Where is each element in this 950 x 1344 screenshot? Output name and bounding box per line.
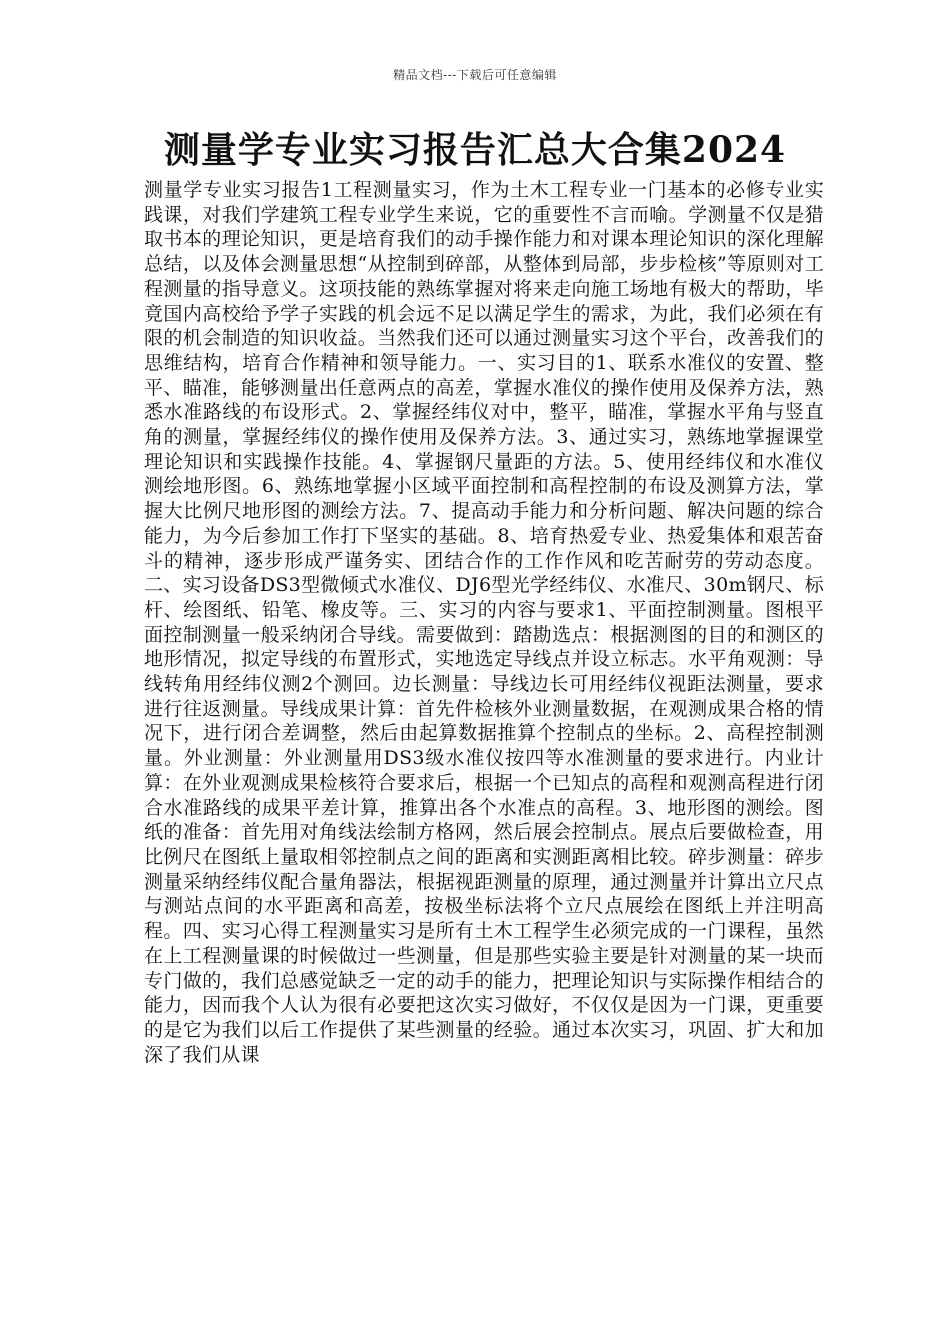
- page-header-watermark: 精品文档---下载后可任意编辑: [393, 68, 557, 82]
- document-body-text: 测量学专业实习报告1工程测量实习，作为土木工程专业一门基本的必修专业实践课，对我们学建筑工程专业学生来说，它的重要性不言而喻。学测量不仅是猎取书本的理论知识，更是培育我们的动手操作能力和对课本理论知识的深化理解总结，以及体会测量思想“从控制到碎部，从整体到局部，步步检核”等原则对工程测量的指导意义。这项技能的熟练掌握对将来走向施工场地有极大的帮助，毕竟国内高校给予学子实践的机会远不足以满足学生的需求，为此，我们必须在有限的机会制造的知识收益。当然我们还可以通过测量实习这个平台，改善我们的思维结构，培育合作精神和领导能力。一、实习目的1、联系水准仪的安置、整平、瞄准，能够测量出任意两点的高差，掌握水准仪的操作使用及保养方法，熟悉水准路线的布设形式。2、掌握经纬仪对中，整平，瞄准，掌握水平角与竖直角的测量，掌握经纬仪的操作使用及保养方法。3、通过实习，熟练地掌握课堂理论知识和实践操作技能。4、掌握钢尺量距的方法。5、使用经纬仪和水准仪测绘地形图。6、熟练地掌握小区域平面控制和高程控制的布设及测算方法，掌握大比例尺地形图的测绘方法。7、提高动手能力和分析问题、解决问题的综合能力，为今后参加工作打下坚实的基础。8、培育热爱专业、热爱集体和艰苦奋斗的精神，逐步形成严谨务实、团结合作的工作作风和吃苦耐劳的劳动态度。二、实习设备DS3型微倾式水准仪、DJ6型光学经纬仪、水准尺、30m钢尺、标杆、绘图纸、铅笔、橡皮等。三、实习的内容与要求1、平面控制测量。图根平面控制测量一般采纳闭合导线。需要做到：踏勘选点：根据测图的目的和测区的地形情况，拟定导线的布置形式，实地选定导线点并设立标志。水平角观测：导线转角用经纬仪测2个测回。边长测量：导线边长可用经纬仪视距法测量，要求进行往返测量。导线成果计算：首先件检核外业测量数据，在观测成果合格的情况下，进行闭合差调整，然后由起算数据推算个控制点的坐标。2、高程控制测量。外业测量：外业测量用DS3级水准仪按四等水准测量的要求进行。内业计算：在外业观测成果检核符合要求后，根据一个已知点的高程和观测高程进行闭合水准路线的成果平差计算，推算出各个水准点的高程。3、地形图的测绘。图纸的准备：首先用对角线法绘制方格网，然后展会控制点。展点后要做检查，用比例尺在图纸上量取相邻控制点之间的距离和实测距离相比较。碎步测量：碎步测量采纳经纬仪配合量角器法，根据视距测量的原理，通过测量并计算出立尺点与测站点间的水平距离和高差，按极坐标法将个立尺点展绘在图纸上并注明高程。四、实习心得工程测量实习是所有土木工程学生必须完成的一门课程，虽然在上工程测量课的时候做过一些测量，但是那些实验主要是针对测量的某一块而专门做的，我们总感觉缺乏一定的动手的能力，把理论知识与实际操作相结合的能力，因而我个人认为很有必要把这次实习做好，不仅仅是因为一门课，更重要的是它为我们以后工作提供了某些测量的经验。通过本次实习，巩固、扩大和加深了我们从课: [144, 179, 824, 1066]
- document-title: 测量学专业实习报告汇总大合集2024: [163, 129, 787, 171]
